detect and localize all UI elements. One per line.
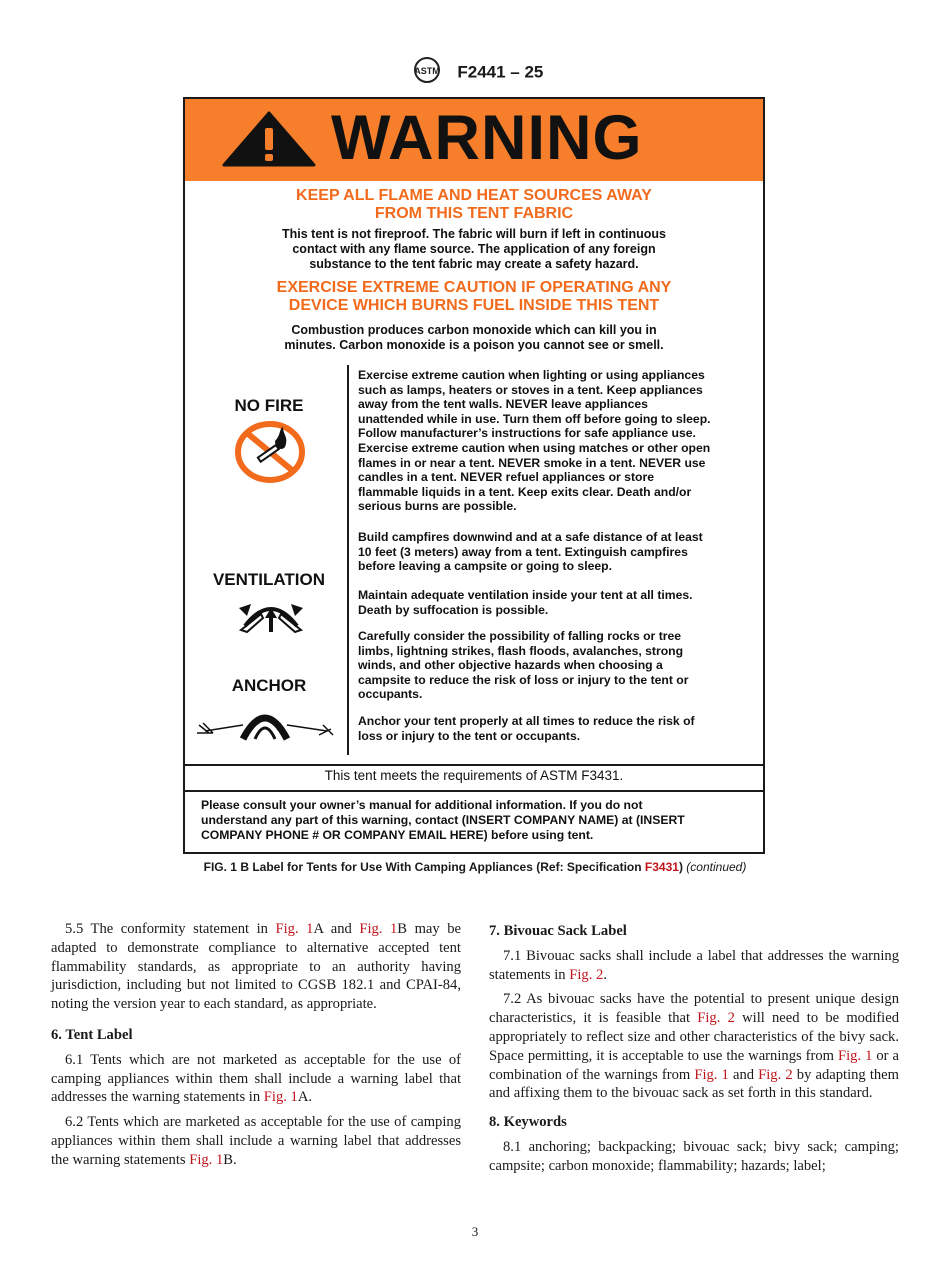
text-line: Exercise extreme caution when lighting or using appliances xyxy=(358,368,705,382)
text-line: contact with any flame source. The application of any foreign xyxy=(292,242,656,256)
text-line: away from the tent walls. NEVER leave appliances xyxy=(358,397,648,412)
paragraph-8-1 xyxy=(489,1138,899,1176)
divider xyxy=(185,790,763,792)
hazards-paragraph xyxy=(358,629,763,702)
text-line: COMPANY PHONE # OR COMPANY EMAIL HERE) before using tent. xyxy=(201,827,594,842)
text-line: Death by suffocation is possible. xyxy=(358,602,549,617)
consult-paragraph xyxy=(201,798,756,842)
paragraph-5-5 xyxy=(51,920,461,1014)
caption-text: FIG. 1 B Label for Tents for Use With Camping Appliances (Ref: Specification xyxy=(203,860,645,874)
no-fire-label: NO FIRE xyxy=(234,396,304,415)
fig-link[interactable]: Fig. 1 xyxy=(838,1047,873,1064)
column-divider xyxy=(347,365,349,755)
text-line: Please consult your owner’s manual for additional information. If you do not xyxy=(201,798,643,812)
anchor-paragraph xyxy=(358,714,763,743)
text: The conformity statement in xyxy=(90,921,276,937)
text-line: flammable liquids in a tent. Keep exits clear. Death and/or xyxy=(358,484,692,499)
campfire-paragraph xyxy=(358,530,763,574)
text: A and xyxy=(313,921,360,937)
text-line: serious burns are possible. xyxy=(358,499,517,514)
text-line: Anchor your tent properly at all times to reduce the risk of xyxy=(358,714,695,728)
paragraph-6-2 xyxy=(51,1113,461,1169)
text-line: loss or injury to the tent or occupants. xyxy=(358,728,581,743)
anchor-icon xyxy=(195,703,335,748)
text: B. xyxy=(223,1151,237,1168)
caption-text: ) xyxy=(678,860,683,874)
page-number: 3 xyxy=(471,1224,479,1239)
fireproof-paragraph xyxy=(185,227,763,272)
fig-link[interactable]: Fig. 1 xyxy=(275,921,314,937)
fire-safety-paragraph xyxy=(358,368,763,514)
text: Tents which are not marketed as acceptable for the use of camping appliances within them shall include a warning label that addresses the warning statements in xyxy=(51,1051,461,1106)
warning-label xyxy=(183,97,765,854)
text: and xyxy=(728,1066,759,1083)
clause-number: 6.1 xyxy=(65,1051,84,1068)
ventilation-paragraph xyxy=(358,588,763,617)
text: . xyxy=(603,966,607,983)
text-line: candles in a tent. NEVER refuel appliances or store xyxy=(358,470,654,485)
fuel-heading-line: DEVICE WHICH BURNS FUEL INSIDE THIS TENT xyxy=(288,297,660,314)
compliance-statement: This tent meets the requirements of ASTM F3431. xyxy=(324,768,624,783)
text-line: Follow manufacturer’s instructions for safe appliance use. xyxy=(358,426,696,441)
clause-number: 5.5 xyxy=(65,921,84,937)
text-line: Carefully consider the possibility of falling rocks or tree xyxy=(358,629,682,643)
astm-logo-icon xyxy=(407,56,447,89)
left-column xyxy=(51,920,461,1176)
text-line: 10 feet (3 meters) away from a tent. Extinguish campfires xyxy=(358,544,688,559)
section-heading: 7. Bivouac Sack Label xyxy=(489,923,627,939)
text: Bivouac sacks shall include a label that addresses the warning statements in xyxy=(489,947,899,983)
text-line: occupants. xyxy=(358,687,423,702)
fuel-heading-line: EXERCISE EXTREME CAUTION IF OPERATING ANY xyxy=(276,279,672,296)
text: or a combination of the warnings from xyxy=(489,1047,899,1083)
clause-number: 7.1 xyxy=(503,947,522,964)
clause-number: 7.2 xyxy=(503,991,522,1008)
text: by adapting them and affixing them to the bivouac sack as set forth in this standard. xyxy=(489,1066,900,1102)
section-heading: 8. Keywords xyxy=(489,1114,567,1131)
paragraph-7-2 xyxy=(489,990,899,1103)
right-column xyxy=(489,920,899,1182)
warning-banner xyxy=(185,99,763,181)
figure-caption xyxy=(0,860,950,874)
fig-link[interactable]: Fig. 1 xyxy=(189,1151,224,1168)
fig-link[interactable]: Fig. 2 xyxy=(758,1066,793,1083)
text-line: unattended while in use. Turn them off before going to sleep. xyxy=(358,411,711,426)
caption-continued: (continued) xyxy=(686,860,747,874)
flame-heading-line: FROM THIS TENT FABRIC xyxy=(374,205,574,222)
text-line: Exercise extreme caution when using matches or other open xyxy=(358,440,711,455)
anchor-label: ANCHOR xyxy=(231,676,307,695)
text-line: This tent is not fireproof. The fabric will burn if left in continuous xyxy=(281,227,667,241)
text-line: flames in or near a tent. NEVER smoke in a tent. NEVER use xyxy=(358,455,706,470)
carbon-monoxide-paragraph xyxy=(185,323,763,353)
text: anchoring; backpacking; bivouac sack; bivy sack; camping; campsite; carbon monoxide; flammability; hazards; label; xyxy=(489,1138,899,1174)
text-line: such as lamps, heaters or stoves in a tent. Keep appliances xyxy=(358,382,703,397)
ventilation-label: VENTILATION xyxy=(212,570,326,589)
text-line: Maintain adequate ventilation inside your tent at all times. xyxy=(358,588,693,602)
fuel-heading xyxy=(185,279,763,315)
text-line: winds, and other objective hazards when choosing a xyxy=(358,658,663,673)
flame-heading-line: KEEP ALL FLAME AND HEAT SOURCES AWAY xyxy=(296,187,652,204)
svg-text:ASTM: ASTM xyxy=(413,66,440,76)
designation: F2441 – 25 xyxy=(457,62,544,82)
flame-heading xyxy=(185,187,763,223)
section-heading: 6. Tent Label xyxy=(51,1026,133,1043)
no-fire-icon xyxy=(235,421,305,488)
caption-ref-link[interactable]: F3431 xyxy=(644,860,679,874)
fig-link[interactable]: Fig. 2 xyxy=(569,966,604,983)
divider xyxy=(185,764,763,766)
text-line: substance to the tent fabric may create a safety hazard. xyxy=(309,257,639,271)
text-line: minutes. Carbon monoxide is a poison you cannot see or smell. xyxy=(284,338,664,352)
text: B may be adapted to demonstrate compliance to alternative accepted tent flammability standards, as appropriate to an authority having jurisdiction, including but not limited to CGSB 182.1 and CPAI-84, noting the version year to each standard, as appropriate. xyxy=(51,921,462,1013)
text-line: limbs, lightning strikes, flash floods, avalanches, strong xyxy=(358,643,684,658)
fig-link[interactable]: Fig. 1 xyxy=(359,921,398,937)
paragraph-7-1 xyxy=(489,947,899,985)
fig-link[interactable]: Fig. 1 xyxy=(694,1066,729,1083)
document-header xyxy=(0,56,950,89)
text: Tents which are marketed as acceptable for the use of camping appliances within them shall include a warning label that addresses the warning statements xyxy=(51,1114,461,1168)
fig-link[interactable]: Fig. 2 xyxy=(697,1010,735,1027)
paragraph-6-1 xyxy=(51,1051,461,1107)
text-line: campsite to reduce the risk of loss or injury to the tent or xyxy=(358,672,689,687)
warning-title: WARNING xyxy=(331,103,643,173)
ventilation-icon xyxy=(235,596,307,641)
text: As bivouac sacks have the potential to present unique design characteristics, it is feasible that xyxy=(489,991,899,1027)
text-line: before leaving a campsite or going to sleep. xyxy=(358,559,612,574)
text-line: Build campfires downwind and at a safe distance of at least xyxy=(358,530,703,544)
clause-number: 8.1 xyxy=(503,1138,522,1155)
warning-triangle-icon xyxy=(221,110,317,173)
text-line: Combustion produces carbon monoxide which can kill you in xyxy=(291,323,657,337)
fig-link[interactable]: Fig. 1 xyxy=(263,1089,298,1106)
clause-number: 6.2 xyxy=(65,1114,84,1131)
text: will need to be modified appropriately to reflect size and other characteristics of the bivy sack. Space permitting, it is acceptable to use the warnings from xyxy=(489,1010,900,1064)
text: A. xyxy=(297,1089,313,1106)
text-line: understand any part of this warning, contact (INSERT COMPANY NAME) at (INSERT xyxy=(201,812,685,827)
